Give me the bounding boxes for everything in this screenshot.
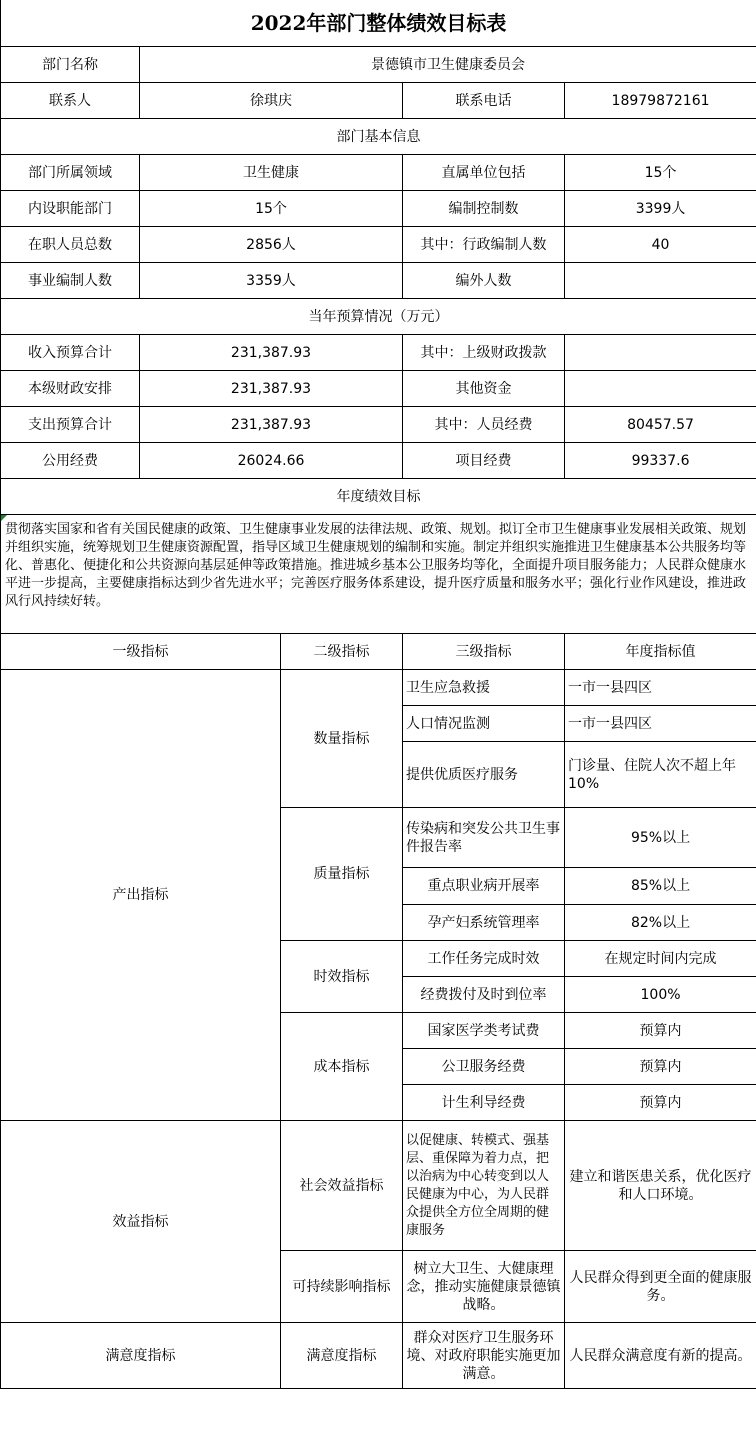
direct-units-label: 直属单位包括 xyxy=(403,155,565,191)
satisfaction-name: 群众对医疗卫生服务环境、对政府职能实施更加满意。 xyxy=(403,1323,565,1389)
objective-text-cell xyxy=(1,515,756,634)
superior-funds-value xyxy=(565,335,756,371)
objective-text: 贯彻落实国家和省有关国民健康的政策、卫生健康事业发展的法律法规、政策、规划。拟订全市卫生健康事业发展相关政策、规划并组织实施，统筹规划卫生健康资源配置，指导区域卫生健康规划的编制和实施。制定并组织实施推进卫生健康基本公共服务均等化、普惠化、便捷化和公共资源向基层延伸等政策措施。推进城乡基本公卫服务均等化，全面提升项目服务能力；人民群众健康水平进一步提高，主要健康指标达到少省先进水平；完善医疗服务体系建设，提升医疗质量和服务水平；强化行业作风建设，推进政风行风持续好转。 xyxy=(5,522,747,609)
superior-funds-label: 其中：上级财政拨款 xyxy=(403,335,565,371)
expense-total-label: 支出预算合计 xyxy=(1,407,140,443)
extra-staff-label: 编外人数 xyxy=(403,263,565,299)
local-funds-label: 本级财政安排 xyxy=(1,371,140,407)
satisfaction-indicator-label: 满意度指标 xyxy=(1,1323,281,1389)
quantity-item-name: 提供优质医疗服务 xyxy=(403,742,565,808)
basic-info-header: 部门基本信息 xyxy=(1,119,756,155)
phone-label: 联系电话 xyxy=(403,83,565,119)
quantity-item-value: 门诊量、住院人次不超上年10% xyxy=(565,742,756,808)
staffing-value: 3399人 xyxy=(565,191,756,227)
internal-depts-label: 内设职能部门 xyxy=(1,191,140,227)
cost-item-name: 计生利导经费 xyxy=(403,1085,565,1121)
quality-item-name: 重点职业病开展率 xyxy=(403,868,565,905)
cost-item-value: 预算内 xyxy=(565,1085,756,1121)
extra-staff-value xyxy=(565,263,756,299)
direct-units-value: 15个 xyxy=(565,155,756,191)
local-funds-value: 231,387.93 xyxy=(140,371,403,407)
institution-staff-label: 事业编制人数 xyxy=(1,263,140,299)
quality-item-value: 85%以上 xyxy=(565,868,756,905)
page-title: 2022年部门整体绩效目标表 xyxy=(1,0,756,47)
institution-staff-value: 3359人 xyxy=(140,263,403,299)
expense-total-value: 231,387.93 xyxy=(140,407,403,443)
cost-item-value: 预算内 xyxy=(565,1013,756,1049)
employees-value: 2856人 xyxy=(140,227,403,263)
social-benefit-name: 以促健康、转模式、强基层、重保障为着力点，把以治病为中心转变到以人民健康为中心，为人民群众提供全方位全周期的健康服务 xyxy=(403,1121,565,1251)
benefit-indicator-label: 效益指标 xyxy=(1,1121,281,1323)
income-total-label: 收入预算合计 xyxy=(1,335,140,371)
timeliness-item-name: 经费拨付及时到位率 xyxy=(403,977,565,1013)
admin-staff-label: 其中：行政编制人数 xyxy=(403,227,565,263)
quality-indicator-label: 质量指标 xyxy=(281,808,403,941)
sustainable-impact-name: 树立大卫生、大健康理念，推动实施健康景德镇战略。 xyxy=(403,1251,565,1323)
objective-header: 年度绩效目标 xyxy=(1,479,756,515)
satisfaction-value: 人民群众满意度有新的提高。 xyxy=(565,1323,756,1389)
income-total-value: 231,387.93 xyxy=(140,335,403,371)
sustainable-impact-value: 人民群众得到更全面的健康服务。 xyxy=(565,1251,756,1323)
quality-item-value: 82%以上 xyxy=(565,905,756,941)
contact-label: 联系人 xyxy=(1,83,140,119)
other-funds-label: 其他资金 xyxy=(403,371,565,407)
output-indicator-label: 产出指标 xyxy=(1,670,281,1121)
budget-header: 当年预算情况（万元） xyxy=(1,299,756,335)
sustainable-impact-label: 可持续影响指标 xyxy=(281,1251,403,1323)
social-benefit-label: 社会效益指标 xyxy=(281,1121,403,1251)
timeliness-item-value: 在规定时间内完成 xyxy=(565,941,756,977)
dept-name-value: 景德镇市卫生健康委员会 xyxy=(140,47,756,83)
header-annual-value: 年度指标值 xyxy=(565,634,756,670)
employees-label: 在职人员总数 xyxy=(1,227,140,263)
quantity-item-name: 人口情况监测 xyxy=(403,706,565,742)
field-value: 卫生健康 xyxy=(140,155,403,191)
contact-value: 徐琪庆 xyxy=(140,83,403,119)
public-funds-value: 26024.66 xyxy=(140,443,403,479)
header-level3: 三级指标 xyxy=(403,634,565,670)
dept-name-label: 部门名称 xyxy=(1,47,140,83)
cost-indicator-label: 成本指标 xyxy=(281,1013,403,1121)
header-level1: 一级指标 xyxy=(1,634,281,670)
internal-depts-value: 15个 xyxy=(140,191,403,227)
timeliness-item-name: 工作任务完成时效 xyxy=(403,941,565,977)
quality-item-name: 孕产妇系统管理率 xyxy=(403,905,565,941)
cost-item-name: 公卫服务经费 xyxy=(403,1049,565,1085)
field-label: 部门所属领域 xyxy=(1,155,140,191)
social-benefit-value: 建立和谐医患关系，优化医疗和人口环境。 xyxy=(565,1121,756,1251)
quantity-item-name: 卫生应急救援 xyxy=(403,670,565,706)
timeliness-item-value: 100% xyxy=(565,977,756,1013)
comment-marker-icon xyxy=(1,515,7,521)
personnel-funds-value: 80457.57 xyxy=(565,407,756,443)
quality-item-value: 95%以上 xyxy=(565,808,756,868)
quantity-item-value: 一市一县四区 xyxy=(565,706,756,742)
quality-item-name: 传染病和突发公共卫生事件报告率 xyxy=(403,808,565,868)
header-level2: 二级指标 xyxy=(281,634,403,670)
cost-item-name: 国家医学类考试费 xyxy=(403,1013,565,1049)
quantity-indicator-label: 数量指标 xyxy=(281,670,403,808)
project-funds-label: 项目经费 xyxy=(403,443,565,479)
public-funds-label: 公用经费 xyxy=(1,443,140,479)
admin-staff-value: 40 xyxy=(565,227,756,263)
personnel-funds-label: 其中：人员经费 xyxy=(403,407,565,443)
cost-item-value: 预算内 xyxy=(565,1049,756,1085)
staffing-label: 编制控制数 xyxy=(403,191,565,227)
timeliness-indicator-label: 时效指标 xyxy=(281,941,403,1013)
other-funds-value xyxy=(565,371,756,407)
phone-value: 18979872161 xyxy=(565,83,756,119)
project-funds-value: 99337.6 xyxy=(565,443,756,479)
satisfaction-sub-label: 满意度指标 xyxy=(281,1323,403,1389)
quantity-item-value: 一市一县四区 xyxy=(565,670,756,706)
